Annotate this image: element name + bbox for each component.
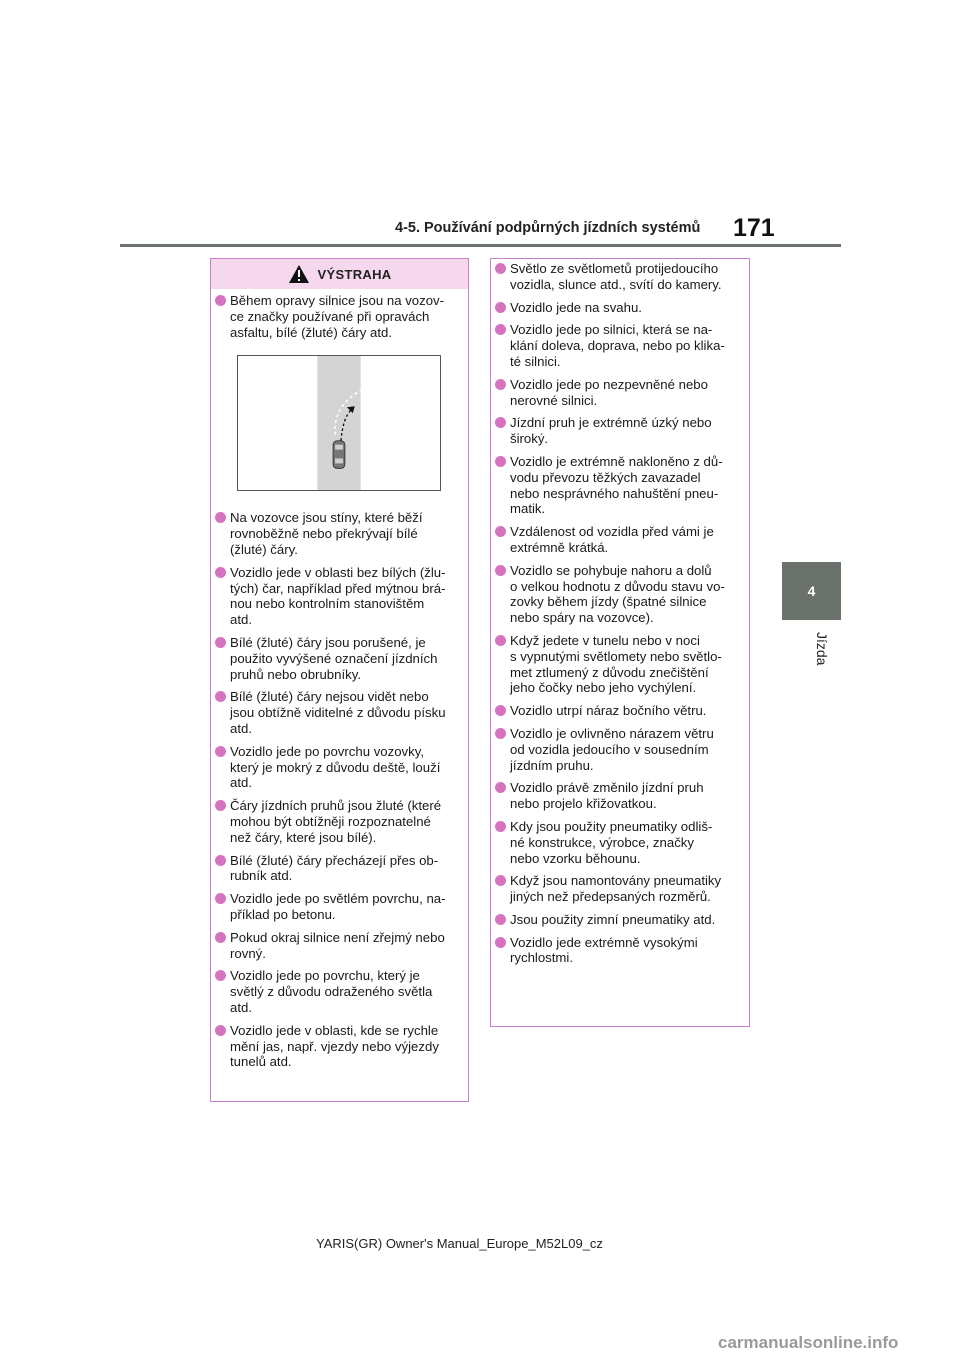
- bullet-icon: [495, 263, 506, 274]
- bullet-icon: [495, 705, 506, 716]
- list-item: [215, 510, 464, 557]
- list-item-text: Vozidlo jede v oblasti bez bílých (žlu- tých) čar, například před mýtnou brá- nou nebo kontrolním stanovištěm atd.: [230, 564, 446, 628]
- list-item: [215, 565, 464, 628]
- bullet-icon: [495, 324, 506, 335]
- bullet-icon: [495, 417, 506, 428]
- list-item: [495, 819, 745, 866]
- watermark: carmanualsonline.info: [718, 1333, 899, 1352]
- bullet-icon: [215, 1025, 226, 1036]
- list-item-text: Když jsou namontovány pneumatiky jiných než předepsaných rozměrů.: [510, 873, 722, 905]
- list-item: [495, 703, 745, 719]
- list-item: [495, 261, 745, 293]
- footer-text: YARIS(GR) Owner's Manual_Europe_M52L09_cz: [316, 1236, 603, 1251]
- list-item: [215, 293, 464, 340]
- list-item: [495, 377, 745, 409]
- list-item: [215, 1023, 464, 1070]
- bullet-icon: [215, 855, 226, 866]
- bullet-icon: [495, 456, 506, 467]
- list-item: [495, 454, 745, 517]
- list-item-text: Vozidlo je ovlivněno nárazem větru od vozidla jedoucího v sousedním jízdním pruhu.: [510, 725, 714, 773]
- list-item-text: Bílé (žluté) čáry nejsou vidět nebo jsou obtížně viditelné z důvodu písku atd.: [230, 689, 446, 736]
- warning-box: [210, 258, 469, 1102]
- list-item-text: Během opravy silnice jsou na vozov- ce značky používané při opravách asfaltu, bílé (žluté) čáry atd.: [230, 293, 445, 340]
- conditions-box: [490, 258, 750, 1027]
- list-item-text: Světlo ze světlometů protijedoucího vozidla, slunce atd., svítí do kamery.: [510, 261, 722, 292]
- list-item-text: Kdy jsou použity pneumatiky odliš- né konstrukce, výrobce, značky nebo vzorku běhounu.: [510, 818, 713, 866]
- list-item: [495, 726, 745, 773]
- list-item-text: Vozidlo jede na svahu.: [510, 299, 642, 315]
- chapter-label: Jízda: [814, 632, 830, 666]
- list-item-text: Jízdní pruh je extrémně úzký nebo široký.: [510, 415, 712, 447]
- bullet-icon: [495, 635, 506, 646]
- list-item: [495, 633, 745, 696]
- warning-list: [211, 289, 468, 340]
- bullet-icon: [495, 526, 506, 537]
- list-item: [215, 689, 464, 736]
- list-item-text: Pokud okraj silnice není zřejmý nebo rovný.: [230, 929, 445, 961]
- bullet-icon: [215, 970, 226, 981]
- list-item-text: Vozidlo jede extrémně vysokými rychlostmi.: [510, 934, 698, 966]
- list-item-text: Vozidlo jede po povrchu vozovky, který je mokrý z důvodu deště, louží atd.: [230, 743, 441, 791]
- list-item: [495, 322, 745, 369]
- list-item-text: Vozidlo právě změnilo jízdní pruh nebo projelo křižovatkou.: [510, 780, 704, 812]
- list-item-text: Na vozovce jsou stíny, které běží rovnoběžně nebo překrývají bílé (žluté) čáry.: [230, 510, 423, 557]
- warning-title: VÝSTRAHA: [317, 266, 392, 282]
- list-item-text: Vozidlo utrpí náraz bočního větru.: [510, 703, 707, 719]
- bullet-icon: [215, 691, 226, 702]
- chapter-number: 4: [807, 583, 816, 599]
- bullet-icon: [495, 782, 506, 793]
- page-number: 171: [733, 214, 775, 242]
- bullet-icon: [215, 746, 226, 757]
- chapter-tab: [782, 562, 841, 620]
- bullet-icon: [215, 567, 226, 578]
- list-item: [215, 744, 464, 791]
- list-item-text: Vozidlo jede po silnici, která se na- klání doleva, doprava, nebo po klika- té silnici.: [510, 322, 725, 369]
- bullet-icon: [495, 565, 506, 576]
- bullet-icon: [495, 302, 506, 313]
- section-title: 4-5. Používání podpůrných jízdních systémů: [395, 220, 701, 236]
- list-item: [495, 524, 745, 556]
- list-item-text: Čáry jízdních pruhů jsou žluté (které mohou být obtížněji rozpoznatelné než čáry, které jsou bílé).: [230, 798, 442, 845]
- warning-header: [211, 259, 468, 289]
- list-item-text: Vozidlo jede v oblasti, kde se rychle mění jas, např. vjezdy nebo výjezdy tunelů atd.: [230, 1022, 439, 1070]
- list-item: [215, 635, 464, 682]
- lane-diagram: [237, 355, 441, 491]
- list-item-text: Vozidlo se pohybuje nahoru a dolů o velkou hodnotu z důvodu stavu vo- zovky během jízdy (špatné silnice nebo spáry na vozovce).: [510, 562, 725, 626]
- list-item: [215, 853, 464, 885]
- list-item-text: Vozidlo je extrémně nakloněno z dů- vodu převozu těžkých zavazadel nebo nesprávného nahuštění pneu- matik.: [510, 453, 723, 517]
- list-item-text: Vozidlo jede po povrchu, který je světlý z důvodu odraženého světla atd.: [230, 968, 433, 1015]
- header-rule: [120, 244, 841, 247]
- conditions-list: [491, 259, 749, 966]
- list-item-text: Bílé (žluté) čáry přecházejí přes ob- rubník atd.: [230, 852, 439, 884]
- bullet-icon: [495, 937, 506, 948]
- list-item: [215, 968, 464, 1015]
- list-item-text: Vozidlo jede po nezpevněné nebo nerovné silnici.: [510, 376, 708, 408]
- bullet-icon: [215, 800, 226, 811]
- bullet-icon: [215, 893, 226, 904]
- list-item: [495, 935, 745, 967]
- bullet-icon: [215, 512, 226, 523]
- list-item-text: Jsou použity zimní pneumatiky atd.: [510, 911, 716, 927]
- list-item: [495, 415, 745, 447]
- bullet-icon: [495, 379, 506, 390]
- warning-triangle-icon: [288, 264, 310, 284]
- bullet-icon: [495, 821, 506, 832]
- list-item-text: Když jedete v tunelu nebo v noci s vypnutými světlomety nebo světlo- met ztlumený z důvodu znečištění jeho čočky nebo jeho vychýlení.: [510, 632, 722, 696]
- list-item: [215, 891, 464, 923]
- list-item-text: Vzdálenost od vozidla před vámi je extrémně krátká.: [510, 524, 714, 555]
- list-item-text: Vozidlo jede po světlém povrchu, na- příklad po betonu.: [230, 891, 446, 922]
- list-item: [495, 780, 745, 812]
- bullet-icon: [495, 875, 506, 886]
- list-item: [495, 912, 745, 928]
- list-item: [495, 563, 745, 626]
- list-item-text: Bílé (žluté) čáry jsou porušené, je použito vyvýšené označení jízdních pruhů nebo obrubníky.: [230, 634, 438, 682]
- list-item: [215, 930, 464, 962]
- bullet-icon: [215, 637, 226, 648]
- bullet-icon: [495, 728, 506, 739]
- bullet-icon: [215, 295, 226, 306]
- list-item: [495, 300, 745, 316]
- list-item: [495, 873, 745, 905]
- warning-list-continued: [211, 506, 468, 1070]
- bullet-icon: [495, 914, 506, 925]
- list-item: [215, 798, 464, 845]
- bullet-icon: [215, 932, 226, 943]
